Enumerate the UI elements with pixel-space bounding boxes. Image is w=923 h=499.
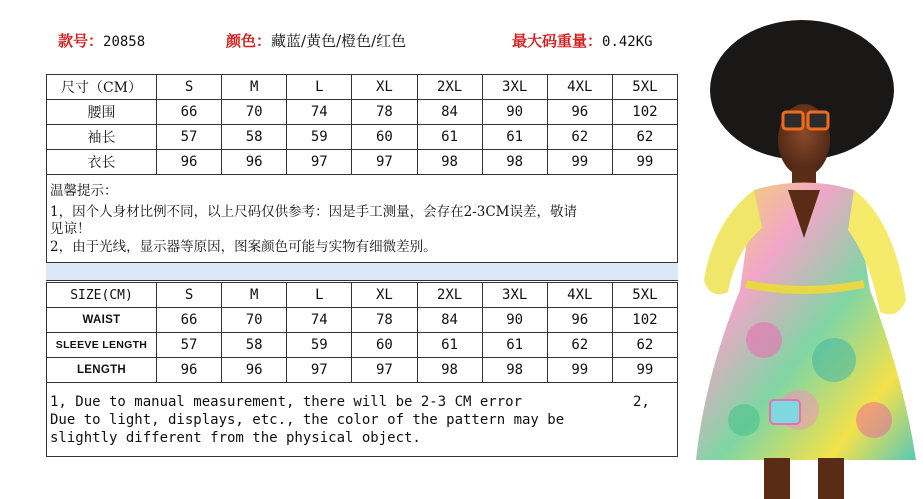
header-cell: 3XL [482, 283, 547, 308]
size-table-en [46, 282, 678, 383]
table-row [47, 150, 678, 175]
row-label: 腰围 [47, 100, 157, 125]
table-cell: 84 [417, 308, 482, 333]
table-cell: 61 [417, 125, 482, 150]
sunglasses-left [783, 112, 803, 129]
en-notes-line1-end: 2, [633, 394, 650, 410]
table-cell: 96 [547, 100, 612, 125]
separator-strip [46, 262, 678, 281]
table-cell: 96 [222, 150, 287, 175]
table-cell: 74 [287, 308, 352, 333]
table-cell: 57 [157, 333, 222, 358]
table-header-row [47, 75, 678, 100]
item-number-label: 款号： [58, 32, 104, 50]
cn-notes-line1b: 见谅！ [50, 221, 91, 237]
size-table-cn [46, 74, 678, 175]
item-number [58, 30, 145, 51]
header-cell: L [287, 75, 352, 100]
header-cell: XL [352, 283, 417, 308]
table-cell: 98 [417, 358, 482, 383]
pattern-splash [728, 404, 760, 436]
row-label: WAIST [47, 308, 157, 333]
header-cell: L [287, 283, 352, 308]
table-cell: 98 [482, 150, 547, 175]
cn-notes [46, 174, 678, 263]
table-cell: 58 [222, 333, 287, 358]
table-cell: 96 [222, 358, 287, 383]
header-cell: 5XL [612, 75, 677, 100]
table-cell: 84 [417, 100, 482, 125]
table-cell: 61 [417, 333, 482, 358]
header-cell: 5XL [612, 283, 677, 308]
table-row [47, 125, 678, 150]
header-cell: 3XL [482, 75, 547, 100]
table-cell: 99 [547, 358, 612, 383]
left-leg [764, 458, 790, 499]
table-header-row [47, 283, 678, 308]
table-row [47, 333, 678, 358]
header-cell: S [157, 283, 222, 308]
sunglasses-right [808, 112, 828, 129]
table-row [47, 308, 678, 333]
table-cell: 99 [612, 358, 677, 383]
header-cell: 4XL [547, 283, 612, 308]
row-label: LENGTH [47, 358, 157, 383]
cn-notes-line1: 1，因个人身材比例不同，以上尺码仅供参考：因是手工测量，会存在2-3CM误差，敬请 [50, 204, 577, 220]
table-cell: 90 [482, 100, 547, 125]
header-cell: S [157, 75, 222, 100]
table-cell: 62 [547, 333, 612, 358]
table-cell: 99 [547, 150, 612, 175]
table-cell: 60 [352, 333, 417, 358]
table-cell: 97 [352, 150, 417, 175]
handbag [770, 400, 800, 424]
max-weight-label: 最大码重量： [512, 32, 603, 50]
en-notes-line1: 1, Due to manual measurement, there will be 2-3 CM error [50, 394, 523, 410]
table-cell: 97 [287, 150, 352, 175]
table-cell: 62 [612, 333, 677, 358]
en-notes [46, 380, 678, 457]
pattern-splash [746, 322, 782, 358]
color-info [226, 30, 406, 51]
table-cell: 90 [482, 308, 547, 333]
table-cell: 96 [157, 150, 222, 175]
en-notes-line3: slightly different from the physical object. [50, 430, 421, 446]
table-cell: 61 [482, 333, 547, 358]
table-cell: 99 [612, 150, 677, 175]
table-cell: 59 [287, 333, 352, 358]
table-row [47, 100, 678, 125]
right-leg [818, 458, 844, 499]
max-weight-value: 0.42KG [602, 34, 653, 50]
row-label: 衣长 [47, 150, 157, 175]
cn-notes-title: 温馨提示： [50, 183, 118, 199]
header-cell: SIZE(CM) [47, 283, 157, 308]
table-cell: 61 [482, 125, 547, 150]
en-notes-line2: Due to light, displays, etc., the color of the pattern may be [50, 412, 565, 428]
header-cell: XL [352, 75, 417, 100]
header-cell: M [222, 75, 287, 100]
table-cell: 98 [482, 358, 547, 383]
table-cell: 97 [352, 358, 417, 383]
table-cell: 78 [352, 308, 417, 333]
pattern-splash [856, 402, 892, 438]
table-cell: 57 [157, 125, 222, 150]
table-cell: 70 [222, 308, 287, 333]
pattern-splash [812, 338, 856, 382]
table-cell: 58 [222, 125, 287, 150]
table-cell: 62 [547, 125, 612, 150]
table-cell: 66 [157, 308, 222, 333]
color-value: 藏蓝/黄色/橙色/红色 [271, 32, 407, 50]
table-cell: 96 [157, 358, 222, 383]
table-cell: 62 [612, 125, 677, 150]
table-cell: 74 [287, 100, 352, 125]
table-cell: 78 [352, 100, 417, 125]
row-label: 袖长 [47, 125, 157, 150]
table-cell: 60 [352, 125, 417, 150]
color-label: 颜色： [226, 32, 272, 50]
table-cell: 96 [547, 308, 612, 333]
item-number-value: 20858 [103, 34, 146, 50]
header-cell: M [222, 283, 287, 308]
table-cell: 70 [222, 100, 287, 125]
max-weight [512, 30, 653, 51]
table-cell: 97 [287, 358, 352, 383]
table-cell: 66 [157, 100, 222, 125]
model-photo [684, 0, 923, 499]
table-cell: 98 [417, 150, 482, 175]
table-cell: 102 [612, 100, 677, 125]
header-cell: 2XL [417, 283, 482, 308]
header-cell: 2XL [417, 75, 482, 100]
row-label: SLEEVE LENGTH [47, 333, 157, 358]
cn-notes-line2: 2，由于光线，显示器等原因，图案颜色可能与实物有细微差别。 [50, 239, 437, 255]
header-cell: 4XL [547, 75, 612, 100]
table-cell: 102 [612, 308, 677, 333]
table-cell: 59 [287, 125, 352, 150]
header-cell: 尺寸（CM） [47, 75, 157, 100]
table-row [47, 358, 678, 383]
